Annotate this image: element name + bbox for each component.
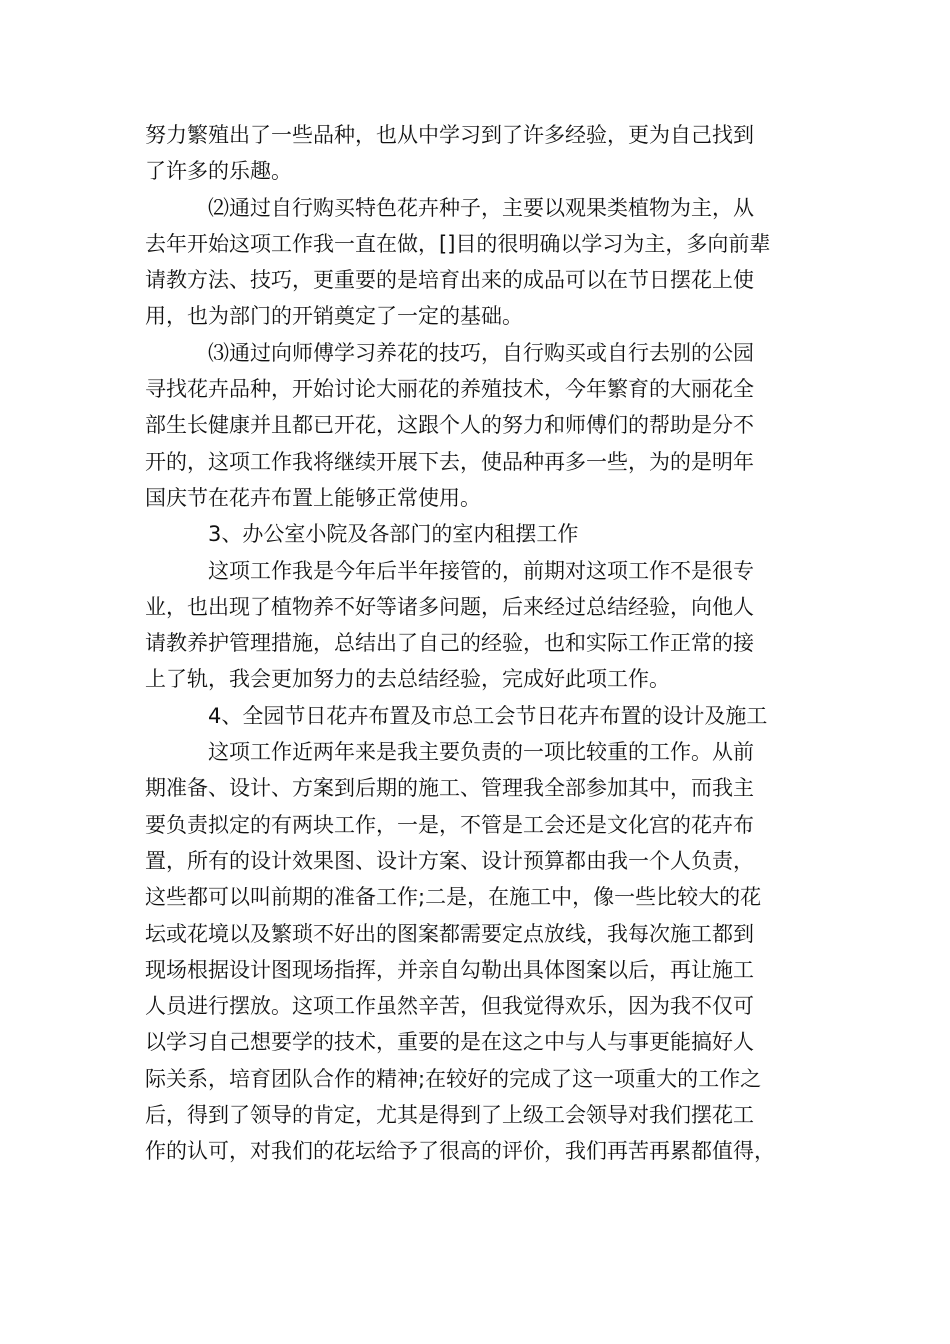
text-line: 期准备、设计、方案到后期的施工、管理我全部参加其中，而我主 (145, 776, 754, 801)
text-line: 业，也出现了植物养不好等诸多问题，后来经过总结经验，向他人 (145, 594, 754, 619)
text-line: 这项工作近两年来是我主要负责的一项比较重的工作。从前 (208, 740, 754, 765)
text-line: 寻找花卉品种，开始讨论大丽花的养殖技术，今年繁育的大丽花全 (145, 377, 754, 402)
text-line: 上了轨，我会更加努力的去总结经验，完成好此项工作。 (145, 667, 670, 692)
text-line: 去年开始这项工作我一直在做，[]目的很明确以学习为主，多向前辈 (145, 231, 771, 256)
text-line: 人员进行摆放。这项工作虽然辛苦，但我觉得欢乐，因为我不仅可 (145, 994, 754, 1019)
text-line: 置，所有的设计效果图、设计方案、设计预算都由我一个人负责， (145, 848, 754, 873)
text-line: 以学习自己想要学的技术，重要的是在这之中与人与事更能搞好人 (145, 1030, 754, 1055)
text-line: 坛或花境以及繁琐不好出的图案都需要定点放线，我每次施工都到 (145, 921, 754, 946)
text-line: ⑵通过自行购买特色花卉种子，主要以观果类植物为主，从 (208, 195, 754, 220)
text-line: 努力繁殖出了一些品种，也从中学习到了许多经验，更为自己找到 (145, 123, 754, 147)
text-line: 后，得到了领导的肯定，尤其是得到了上级工会领导对我们摆花工 (145, 1103, 754, 1128)
text-line: 用，也为部门的开销奠定了一定的基础。 (145, 304, 523, 329)
text-line: 3、办公室小院及各部门的室内租摆工作 (208, 522, 579, 547)
text-line: 作的认可，对我们的花坛给予了很高的评价，我们再苦再累都值得， (145, 1139, 775, 1164)
text-line: 这项工作我是今年后半年接管的，前期对这项工作不是很专 (208, 558, 754, 583)
text-line: 开的，这项工作我将继续开展下去，使品种再多一些，为的是明年 (145, 449, 754, 474)
text-line: 现场根据设计图现场指挥，并亲自勾勒出具体图案以后，再让施工 (145, 957, 754, 982)
text-line: 要负责拟定的有两块工作，一是，不管是工会还是文化宫的花卉布 (145, 812, 754, 837)
text-line: 4、全园节日花卉布置及市总工会节日花卉布置的设计及施工 (208, 703, 768, 728)
text-line: 部生长健康并且都已开花，这跟个人的努力和师傅们的帮助是分不 (145, 413, 754, 438)
text-line: 国庆节在花卉布置上能够正常使用。 (145, 485, 481, 510)
text-line: 请教养护管理措施，总结出了自己的经验，也和实际工作正常的接 (145, 631, 754, 656)
text-line: 际关系，培育团队合作的精神;在较好的完成了这一项重大的工作之 (145, 1066, 762, 1091)
text-line: 请教方法、技巧，更重要的是培育出来的成品可以在节日摆花上使 (145, 268, 754, 293)
text-line: 了许多的乐趣。 (145, 159, 292, 184)
document-body (145, 117, 810, 1170)
text-line: 这些都可以叫前期的准备工作;二是，在施工中，像一些比较大的花 (145, 885, 762, 910)
text-line: ⑶通过向师傅学习养花的技巧，自行购买或自行去别的公园 (208, 340, 754, 365)
